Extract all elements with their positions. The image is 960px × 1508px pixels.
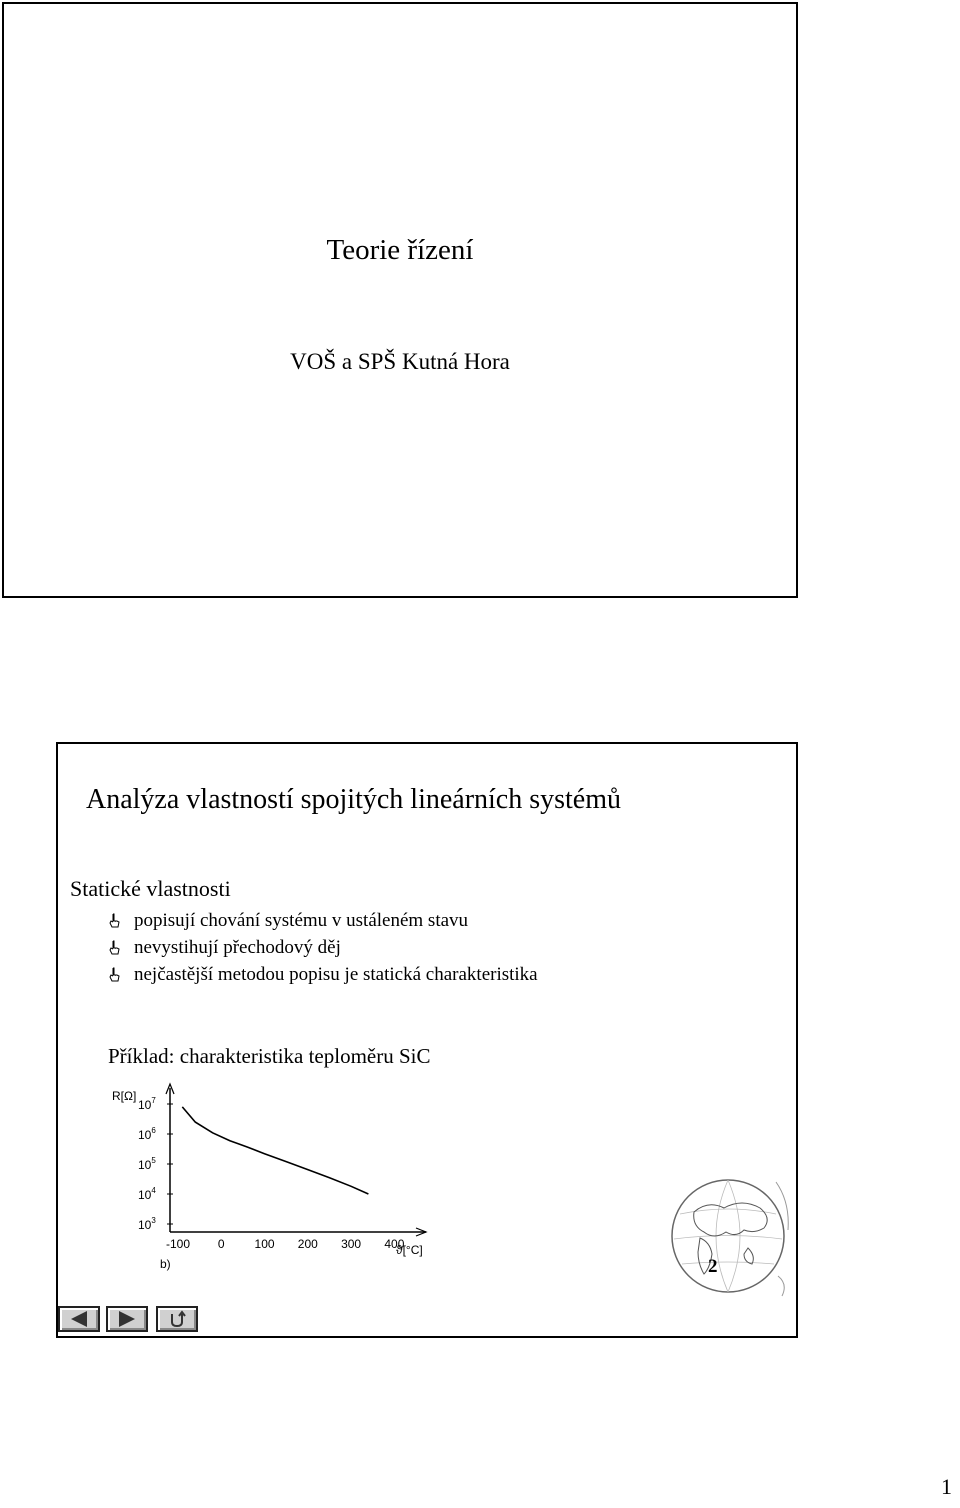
y-tick-labels — [138, 1096, 173, 1232]
bullet-item — [108, 964, 538, 991]
globe-icon — [664, 1164, 794, 1314]
title-slide — [2, 2, 798, 598]
page-number: 1 — [941, 1474, 952, 1499]
slide-subtitle: VOŠ a SPŠ Kutná Hora — [290, 349, 510, 374]
previous-slide-button[interactable] — [58, 1306, 100, 1332]
panel-label: b) — [160, 1257, 171, 1271]
bullet-list — [108, 910, 538, 991]
example-caption: Příklad: charakteristika teploměru SiC — [108, 1044, 431, 1068]
y-tick-label: $10^6$ — [138, 1126, 156, 1142]
y-tick-label: $10^5$ — [138, 1156, 156, 1172]
y-tick-label: $10^4$ — [138, 1186, 156, 1202]
bullet-item — [108, 937, 538, 964]
bullet-text: nejčastější metodou popisu je statická charakteristika — [134, 964, 538, 985]
x-tick-label: 0 — [217, 1237, 225, 1251]
y-tick-label: $10^3$ — [138, 1216, 156, 1232]
y-axis-label: R[Ω] — [112, 1089, 137, 1103]
next-slide-button[interactable] — [106, 1306, 148, 1332]
x-tick-label: 400 — [384, 1237, 405, 1251]
x-tick-label: 200 — [297, 1237, 318, 1251]
slide-title: Teorie řízení — [326, 234, 474, 266]
y-tick-label: $10^7$ — [138, 1096, 156, 1112]
pointing-hand-icon — [108, 913, 120, 929]
pointing-hand-icon — [108, 940, 120, 956]
slide-title: Analýza vlastností spojitých lineárních systémů — [86, 784, 622, 815]
x-tick-labels — [166, 1237, 405, 1251]
left-arrow-icon — [60, 1308, 98, 1330]
bullet-text: nevystihují přechodový děj — [134, 937, 341, 958]
return-button[interactable] — [156, 1306, 198, 1332]
bullet-item — [108, 910, 538, 937]
x-tick-label: 100 — [254, 1237, 275, 1251]
pointing-hand-icon — [108, 967, 120, 983]
thermometer-chart — [108, 1074, 448, 1274]
slide-number: 2 — [708, 1256, 718, 1277]
section-heading: Statické vlastnosti — [70, 876, 231, 901]
content-slide — [56, 742, 798, 1338]
series-line — [182, 1107, 368, 1194]
bullet-text: popisují chování systému v ustáleném stavu — [134, 910, 469, 931]
x-tick-label: 300 — [341, 1237, 362, 1251]
x-axis-label: ϑ[°C] — [396, 1243, 423, 1257]
right-arrow-icon — [108, 1308, 146, 1330]
return-icon — [158, 1308, 196, 1330]
x-tick-label: -100 — [165, 1237, 191, 1251]
